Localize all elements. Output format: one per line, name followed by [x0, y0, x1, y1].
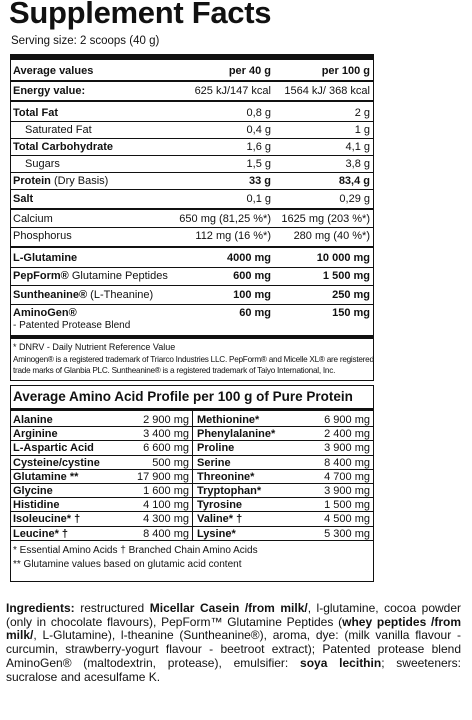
divider: [11, 189, 373, 190]
row-phosphorus-per40: 112 mg (16 %*): [195, 230, 271, 242]
amino-left-value: 8 400 mg: [143, 527, 189, 540]
amino-left-value: 500 mg: [152, 456, 189, 469]
amino-left-name: Isoleucine* †: [13, 513, 81, 526]
row-protein-per40: 33 g: [248, 175, 271, 187]
amino-right-name: Valine* †: [197, 513, 243, 526]
ingredients-part: ; sweeteners: sucralose and acesulfame K.: [6, 655, 461, 684]
amino-right-value: 4 500 mg: [324, 513, 370, 526]
row-aminogen-per100: 150 mg: [332, 307, 370, 319]
row-carbohydrate-name: Total Carbohydrate: [13, 141, 114, 153]
amino-left-value: 4 100 mg: [143, 499, 189, 512]
row-calcium-per40: 650 mg (81,25 %*): [179, 213, 271, 225]
ingredients-part: , L-Glutamine), l-theanine (Suntheanine®), aroma, dye: (milk vanilla flavour - curcumin, strawberry-yogurt flavour - beetroot extract); Patented protease blend AminoGen® (maltodextrin, protease), emulsifier:: [6, 628, 461, 670]
row-sugars-per40: 1,5 g: [246, 158, 271, 170]
amino-table-title: Average Amino Acid Profile per 100 g of Pure Protein: [13, 389, 353, 404]
suntheanine-label: Suntheanine®: [13, 289, 88, 301]
amino-right-value: 3 900 mg: [324, 485, 370, 497]
divider: [11, 335, 373, 339]
divider: [11, 246, 373, 248]
dnrv-note: * DNRV - Daily Nutrient Reference Value: [13, 342, 176, 352]
serving-size: Serving size: 2 scoops (40 g): [11, 35, 160, 47]
ingredients-part: restructured: [74, 601, 150, 615]
allergen-soya: soya lecithin: [300, 655, 382, 670]
amino-left-name: Alanine: [13, 414, 53, 426]
amino-left-value: 4 300 mg: [143, 513, 189, 526]
row-phosphorus-name: Phosphorus: [13, 230, 72, 242]
row-saturated-fat-per100: 1 g: [354, 124, 370, 136]
row-energy-name: Energy value:: [13, 85, 86, 97]
amino-note-essential: * Essential Amino Acids † Branched Chain Amino Acids: [13, 545, 258, 556]
row-sugars-per100: 3,8 g: [345, 158, 370, 170]
amino-right-value: 2 400 mg: [324, 428, 370, 441]
amino-right-value: 6 900 mg: [324, 414, 370, 426]
amino-right-name: Proline: [197, 442, 235, 455]
suntheanine-suffix: (L-Theanine): [87, 289, 154, 301]
row-pepform-per100: 1 500 mg: [322, 270, 370, 282]
pepform-suffix: Glutamine Peptides: [68, 270, 168, 282]
facts-table: [10, 54, 374, 381]
row-phosphorus-per100: 280 mg (40 %*): [293, 230, 370, 242]
row-protein-name: [13, 174, 108, 188]
row-salt-name: Salt: [13, 193, 34, 205]
divider: [11, 172, 373, 173]
row-calcium-per100: 1625 mg (203 %*): [281, 213, 370, 225]
amino-left-name: Glycine: [13, 485, 53, 497]
amino-left-value: 6 600 mg: [143, 442, 189, 455]
row-suntheanine-per100: 250 mg: [332, 289, 370, 301]
protein-suffix: (Dry Basis): [50, 175, 109, 187]
amino-right-name: Phenylalanine*: [197, 428, 276, 441]
page-title: Supplement Facts: [9, 0, 272, 30]
row-aminogen-per40: 60 mg: [239, 307, 271, 319]
row-saturated-fat-per40: 0,4 g: [246, 124, 271, 136]
trademark-line-2: trade marks of Glanbia PLC. Suntheanine® is a registered trademark of Taiyo International, Inc.: [13, 366, 336, 375]
column-separator: [192, 411, 193, 541]
amino-left-name: Glutamine **: [13, 470, 79, 483]
row-aminogen-name: AminoGen®: [13, 307, 77, 319]
ingredients-label: Ingredients:: [6, 601, 75, 615]
amino-note-glutamine: ** Glutamine values based on glutamic acid content: [13, 559, 242, 570]
amino-left-value: 2 900 mg: [143, 414, 189, 426]
divider: [11, 155, 373, 156]
row-total-fat-name: Total Fat: [13, 107, 59, 119]
row-suntheanine-name: [13, 288, 153, 302]
divider: [11, 267, 373, 268]
amino-left-name: Leucine* †: [13, 527, 69, 540]
amino-left-name: L-Aspartic Acid: [13, 442, 94, 455]
row-pepform-per40: 600 mg: [233, 270, 271, 282]
row-salt-per40: 0,1 g: [246, 193, 271, 205]
row-saturated-fat-name: Saturated Fat: [25, 124, 92, 136]
row-glutamine-name: L-Glutamine: [13, 252, 78, 264]
amino-acid-table: [10, 385, 374, 582]
amino-right-name: Tryptophan*: [197, 485, 262, 497]
amino-right-name: Tyrosine: [197, 499, 243, 512]
amino-left-name: Cysteine/cystine: [13, 456, 100, 469]
row-suntheanine-per40: 100 mg: [233, 289, 271, 301]
col-header-name: Average values: [13, 65, 94, 77]
row-energy-per40: 625 kJ/147 kcal: [194, 85, 271, 97]
row-energy-per100: 1564 kJ/ 368 kcal: [284, 85, 370, 97]
divider: [11, 304, 373, 305]
row-protein-per100: 83,4 g: [338, 175, 370, 187]
ingredients-text: [6, 602, 461, 684]
pepform-label: PepForm®: [13, 270, 69, 282]
allergen-whey: whey peptides /from milk/: [6, 614, 461, 643]
row-carbohydrate-per40: 1,6 g: [246, 141, 271, 153]
row-salt-per100: 0,29 g: [339, 193, 370, 205]
ingredients-part: , l-glutamine, cocoa powder (only in chocolate flavours), PepForm™ Glutamine Peptides (: [6, 601, 462, 629]
divider: [11, 540, 373, 541]
row-sugars-name: Sugars: [25, 158, 60, 170]
amino-right-value: 5 300 mg: [324, 527, 370, 540]
amino-right-value: 8 400 mg: [324, 456, 370, 469]
amino-left-value: 3 400 mg: [143, 428, 189, 441]
amino-right-value: 3 900 mg: [324, 442, 370, 455]
amino-right-name: Methionine*: [197, 414, 260, 426]
row-pepform-name: [13, 269, 168, 283]
row-divider: [11, 426, 373, 427]
row-total-fat-per40: 0,8 g: [246, 107, 271, 119]
col-header-per100: per 100 g: [321, 65, 370, 77]
amino-left-value: 1 600 mg: [143, 485, 189, 497]
divider: [11, 285, 373, 286]
divider: [11, 55, 373, 60]
row-glutamine-per40: 4000 mg: [226, 252, 271, 264]
row-calcium-name: Calcium: [13, 213, 53, 225]
row-divider: [11, 497, 373, 498]
amino-right-value: 4 700 mg: [324, 470, 370, 483]
col-header-per40: per 40 g: [228, 65, 271, 77]
divider: [11, 80, 373, 82]
amino-left-name: Histidine: [13, 499, 60, 512]
divider: [11, 208, 373, 210]
amino-right-name: Threonine*: [197, 470, 255, 483]
row-aminogen-sub: - Patented Protease Blend: [13, 320, 131, 331]
amino-left-name: Arginine: [13, 428, 58, 441]
divider: [11, 227, 373, 228]
trademark-line-1: Aminogen® is a registered trademark of Triarco Industries LLC. PepForm® and Micelle XL® are registered: [13, 355, 374, 364]
amino-right-value: 1 500 mg: [324, 499, 370, 512]
divider: [11, 121, 373, 122]
protein-label: Protein: [13, 175, 51, 187]
row-carbohydrate-per100: 4,1 g: [345, 141, 370, 153]
amino-left-value: 17 900 mg: [137, 470, 189, 483]
row-total-fat-per100: 2 g: [354, 107, 370, 119]
row-glutamine-per100: 10 000 mg: [316, 252, 370, 264]
row-divider: [11, 483, 373, 484]
amino-right-name: Serine: [197, 456, 231, 469]
amino-right-name: Lysine*: [197, 527, 236, 540]
allergen-milk: Micellar Casein /from milk/: [149, 601, 308, 615]
divider: [11, 100, 373, 102]
divider: [11, 138, 373, 139]
